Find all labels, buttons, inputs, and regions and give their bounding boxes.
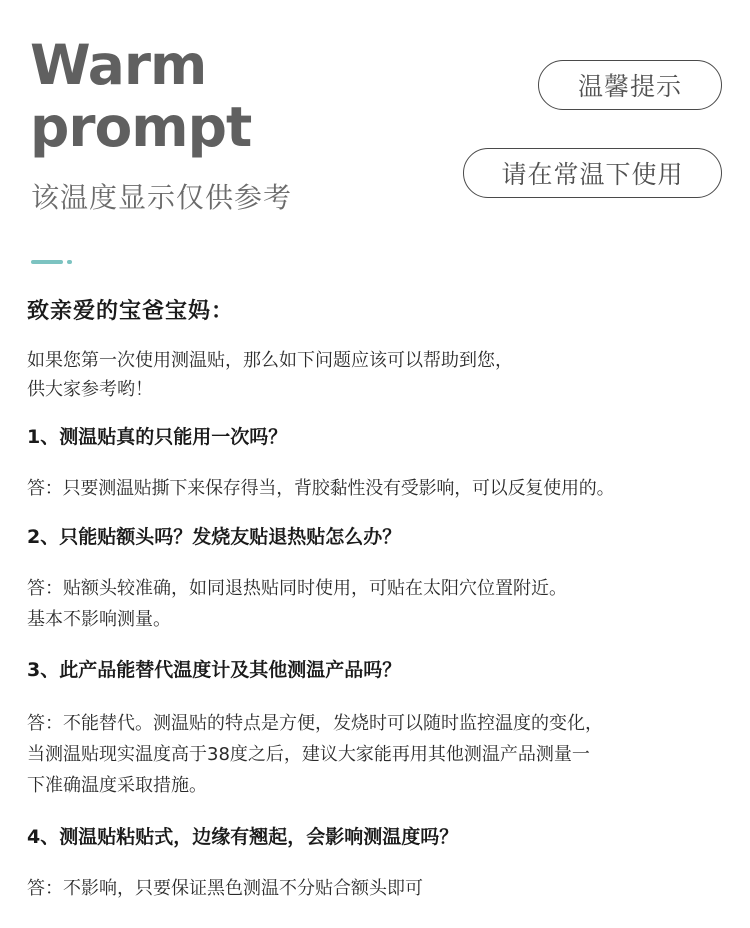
intro-line: 供大家参考哟！ [27,379,153,400]
faq-question: 3、此产品能替代温度计及其他测温产品吗？ [27,659,402,681]
faq-answer [27,573,747,635]
title-line-prompt: prompt [30,95,252,159]
faq-answer-line: 答：不能替代。测温贴的特点是方便，发烧时可以随时监控温度的变化， [27,713,603,734]
intro-line: 如果您第一次使用测温贴，那么如下问题应该可以帮助到您， [27,350,513,371]
faq-item-4 [27,823,747,904]
accent-divider-dot [67,260,72,264]
faq-answer [27,708,747,801]
faq-answer-line: 下准确温度采取措施。 [27,775,207,796]
faq-answer-line: 答：贴额头较准确，如同退热贴同时使用，可贴在太阳穴位置附近。 [27,578,567,599]
room-temperature-tag: 请在常温下使用 [463,148,722,198]
faq-answer-line: 基本不影响测量。 [27,609,171,630]
faq-answer-line: 当测温贴现实温度高于38度之后，建议大家能再用其他测温产品测量一 [27,744,590,765]
faq-item-2 [27,523,747,635]
faq-question: 2、只能贴额头吗？发烧友贴退热贴怎么办？ [27,526,402,548]
greeting-heading: 致亲爱的宝爸宝妈： [27,299,235,324]
page-subtitle: 该温度显示仅供参考 [31,181,293,214]
faq-question: 1、测温贴真的只能用一次吗？ [27,426,288,448]
intro-paragraph [27,346,513,404]
faq-answer [27,873,747,904]
page-title [30,34,251,158]
faq-answer-line: 答：只要测温贴撕下来保存得当，背胶黏性没有受影响，可以反复使用的。 [27,478,615,499]
faq-answer [27,473,747,504]
faq-question: 4、测温贴粘贴式，边缘有翘起，会影响测温度吗？ [27,826,459,848]
faq-answer-line: 答：不影响，只要保证黑色测温不分贴合额头即可 [27,878,423,899]
faq-item-1 [27,423,747,504]
warm-tip-tag: 温馨提示 [538,60,722,110]
faq-item-3 [27,656,747,801]
title-line-warm: Warm [30,33,207,97]
accent-divider [31,260,63,264]
